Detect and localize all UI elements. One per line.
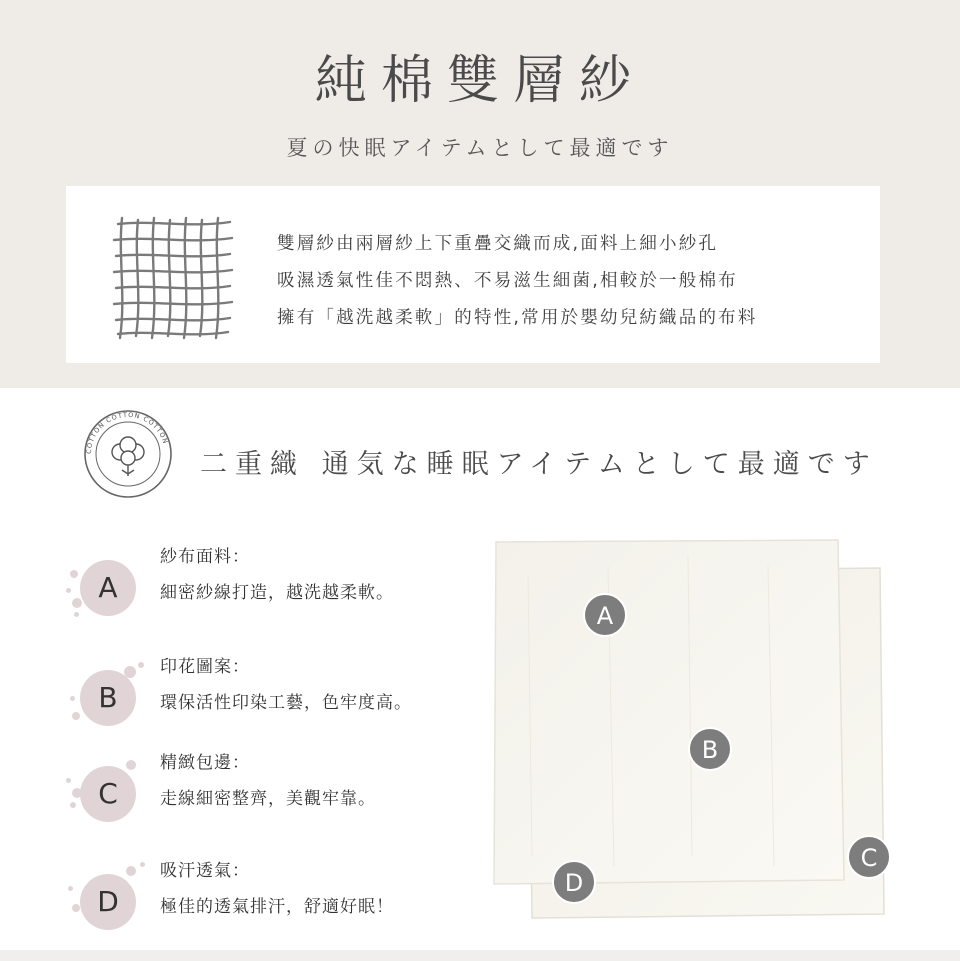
fabric-photo (488, 536, 908, 926)
svg-text:B: B (701, 736, 719, 764)
section-heading: 二重織 通気な睡眠アイテムとして最適です (200, 449, 878, 480)
page-subtitle: 夏の快眠アイテムとして最適です (286, 136, 674, 160)
cotton-badge (82, 408, 174, 500)
page-title: 純棉雙層紗 (314, 51, 645, 111)
feature-title: 印花圖案： (160, 657, 250, 677)
feature-letter-badge: C (80, 766, 136, 822)
grid-weave-icon (112, 216, 234, 340)
feature-title: 紗布面料： (160, 547, 250, 567)
feature-title: 吸汗透氣： (160, 861, 250, 881)
feature-c (60, 748, 480, 838)
intro-line: 擁有「越洗越柔軟」的特性,常用於嬰幼兒紡織品的布料 (277, 308, 758, 328)
feature-d (60, 856, 480, 946)
feature-title: 精緻包邊： (160, 753, 250, 773)
feature-description: 走線細密整齊，美觀牢靠。 (160, 789, 376, 809)
feature-letter-badge: A (80, 560, 136, 616)
intro-card (66, 186, 880, 363)
svg-text:D: D (564, 869, 584, 897)
footer-strip (0, 950, 960, 961)
intro-line: 吸濕透氣性佳不悶熱、不易滋生細菌,相較於一般棉布 (277, 271, 738, 291)
feature-a (60, 542, 480, 632)
feature-letter-badge: D (80, 874, 136, 930)
feature-description: 環保活性印染工藝，色牢度高。 (160, 693, 412, 713)
svg-text:A: A (596, 602, 614, 630)
feature-b (60, 652, 480, 742)
svg-text:C: C (860, 844, 878, 872)
feature-description: 極佳的透氣排汗，舒適好眠！ (160, 897, 394, 917)
feature-letter-badge: B (80, 670, 136, 726)
intro-text (277, 226, 877, 337)
feature-description: 細密紗線打造，越洗越柔軟。 (160, 583, 394, 603)
svg-text:COTTON COTTON COTTON: COTTON COTTON COTTON (84, 410, 170, 455)
intro-line: 雙層紗由兩層紗上下重疊交織而成,面料上細小紗孔 (277, 234, 719, 254)
